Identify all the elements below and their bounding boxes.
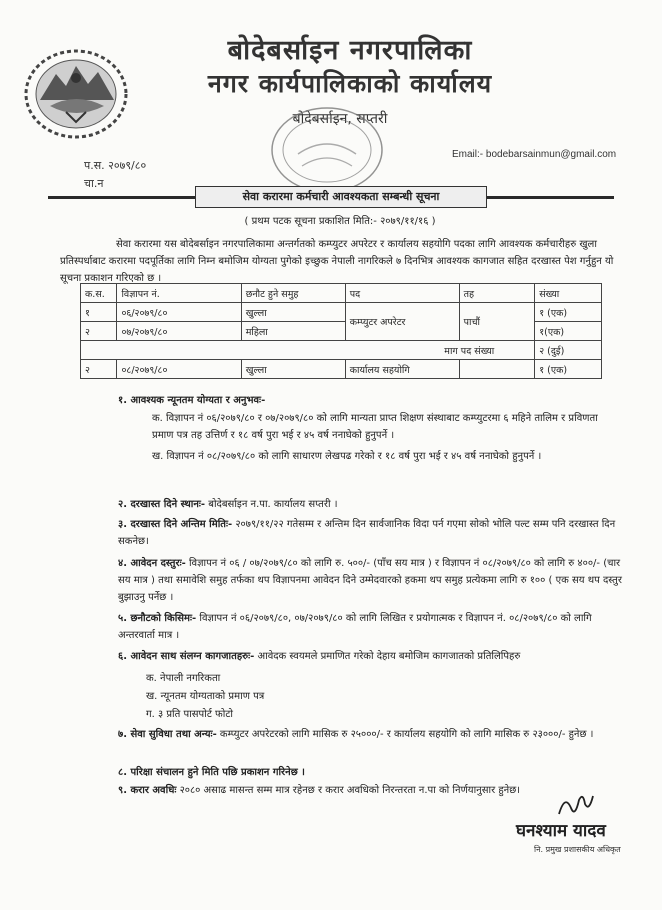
item-label: ३. दरखास्त दिने अन्तिम मितिः- xyxy=(118,519,233,530)
item-deadline xyxy=(118,516,628,550)
requirements-heading: १. आवश्यक न्यूनतम योग्यता र अनुभवः- xyxy=(118,395,266,406)
office-title-line2: नगर कार्यपालिकाको कार्यालय xyxy=(207,69,493,98)
header-count: संख्या xyxy=(535,284,602,303)
table-cell: ०७/२०७९/८० xyxy=(117,322,241,341)
subtotal-label: माग पद संख्या xyxy=(81,341,535,360)
publication-date: ( प्रथम पटक सूचना प्रकाशित मिति:- २०७९/११/१६ ) xyxy=(244,216,436,227)
document-citizenship: क. नेपाली नगरिकता xyxy=(146,673,221,684)
office-email: Email:- bodebarsainmun@gmail.com xyxy=(452,149,617,160)
item-label: ५. छनौटको किसिमः- xyxy=(118,613,197,624)
table-cell: ०६/२०७९/८० xyxy=(117,303,241,322)
table-cell: ०८/२०७९/८० xyxy=(117,360,241,379)
header-group: छनौट हुने समुह xyxy=(241,284,345,303)
signature-icon xyxy=(555,790,595,820)
item-application-fee xyxy=(118,555,628,606)
item-label: ६. आवेदन साथ संलग्न कागजातहरुः- xyxy=(118,651,255,662)
document-photo: ग. ३ प्रति पासपोर्ट फोटो xyxy=(146,709,233,720)
item-documents xyxy=(118,648,628,665)
table-cell: १(एक) xyxy=(535,322,602,341)
item-application-place xyxy=(118,496,618,513)
signer-title: नि. प्रमुख प्रशासकीय अधिकृत xyxy=(534,845,621,854)
item-text: २०८० असाढ मासन्त सम्म मात्र रहेनछ र करार अवधिको निरन्तरता न.पा को निर्णयानुसार हुनेछ। xyxy=(179,785,521,796)
office-stamp-icon xyxy=(268,104,386,196)
table-cell: खुल्ला xyxy=(241,360,345,379)
notice-title: सेवा करारमा कर्मचारी आवश्यकता सम्बन्धी सूचना xyxy=(195,186,487,208)
signer-name: घनश्याम यादव xyxy=(516,821,606,841)
item-text: विज्ञापन नं ०६ / ०७/२०७९/८० को लागि रु. ५००/- (पाँच सय मात्र ) र विज्ञापन नं ०८/२०७९/८० को लागि रु ४००/- (चार सय मात्र ) तथा समावेशि समुह तर्फका थप विज्ञापनमा आवेदन दिने उम्मेदवारको हकमा थप समुह प्रत्येकमा लागि रु १०० ( एक सय थप दस्तुर बुझाउनु पर्नेछ । xyxy=(118,558,622,603)
table-subtotal-row xyxy=(81,341,602,360)
subtotal-value: २ (दुई) xyxy=(535,341,602,360)
table-header-row xyxy=(81,284,602,303)
item-selection-type xyxy=(118,610,628,644)
table-cell: कम्प्युटर अपरेटर xyxy=(345,303,459,341)
item-text: आवेदक स्वयमले प्रमाणित गरेको देहाय बमोजिम कागजातको प्रतिलिपिहरु xyxy=(257,651,521,662)
reference-number: प.स. २०७९/८० xyxy=(84,159,147,172)
office-title-line1: बोदेबर्साइन नगरपालिका xyxy=(227,35,473,66)
table-cell: १ xyxy=(81,303,117,322)
table-cell: १ (एक) xyxy=(535,303,602,322)
office-address: बोदेबर्साइन, सप्तरी xyxy=(292,111,388,127)
table-cell: खुल्ला xyxy=(241,303,345,322)
item-label: ४. आवेदन दस्तुरः- xyxy=(118,558,186,569)
requirement-a: क. विज्ञापन नं ०६/२०७९/८० र ०७/२०७९/८० को लागि मान्यता प्राप्त शिक्षण संस्थाबाट कम्प्युटरमा ६ महिने तालिम र प्रविणता प्रमाण पत्र तह उत्तिर्ण र १८ वर्ष पुरा भई र ४५ वर्ष ननाघेको हुनुपर्ने । xyxy=(152,413,598,441)
table-cell: कार्यालय सहयोगि xyxy=(345,360,459,379)
dispatch-number: चा.न xyxy=(84,177,104,190)
requirement-b: ख. विज्ञापन नं ०८/२०७९/८० को लागि साधारण लेखपढ गरेको र १८ वर्ष पुरा भई र ४५ वर्ष ननाघेको हुनुपर्ने । xyxy=(152,451,542,462)
item-label: ७. सेवा सुविधा तथा अन्यः- xyxy=(118,729,217,740)
header-ad-no: विज्ञापन नं. xyxy=(117,284,241,303)
item-text: बोदेबर्साइन न.पा. कार्यालय सप्तरी । xyxy=(208,499,338,510)
item-label: २. दरखास्त दिने स्थानः- xyxy=(118,499,206,510)
header-sn: क.स. xyxy=(81,284,117,303)
table-row xyxy=(81,360,602,379)
table-cell: २ xyxy=(81,360,117,379)
table-cell: २ xyxy=(81,322,117,341)
item-exam-date: ८. परिक्षा संचालन हुने मिति पछि प्रकाशन गरिनेछ । xyxy=(118,767,305,778)
document-certificate: ख. न्यूनतम योग्यताको प्रमाण पत्र xyxy=(146,691,265,702)
item-salary xyxy=(118,726,628,743)
table-cell: १ (एक) xyxy=(535,360,602,379)
item-text: कम्प्युटर अपरेटरको लागि मासिक रु २५०००/- र कार्यालय सहयोगि को लागि मासिक रु २३०००/- हुनेछ । xyxy=(219,729,594,740)
item-text: विज्ञापन नं ०६/२०७९/८०, ०७/२०७९/८० को लागि लिखित र प्रयोगात्मक र विज्ञापन नं. ०८/२०७९/८० को लागि अन्तरवार्ता मात्र । xyxy=(118,613,592,641)
nepal-emblem-icon xyxy=(22,48,130,140)
header-level: तह xyxy=(459,284,535,303)
notice-intro: सेवा करारमा यस बोदेबर्साइन नगरपालिकामा अन्तर्गतको कम्प्युटर अपरेटर र कार्यालय सहयोगि पदका लागि आवश्यक कर्मचारीहरु खुला प्रतिस्पर्धाबाट करारमा पदपूर्तिका लागि निम्न बमोजिम योग्यता पुगेको इच्छुक नेपाली नागरिकले ७ दिनभित्र आवश्यक कागजात सहित दरखास्त पेश गर्नुहुन यो सूचना प्रकाशन गरिएको छ । xyxy=(60,239,614,284)
item-label: ९. करार अवधिः xyxy=(118,785,177,796)
table-row xyxy=(81,303,602,322)
table-cell: महिला xyxy=(241,322,345,341)
header-post: पद xyxy=(345,284,459,303)
table-cell xyxy=(459,360,535,379)
vacancy-table xyxy=(80,283,602,379)
table-cell: पाचौं xyxy=(459,303,535,341)
item-text: २०७९/११/२२ गतेसम्म र अन्तिम दिन सार्वजानिक विदा पर्न गएमा सोको भोलि पल्ट सम्म पनि दरखास्त दिन सकनेछ। xyxy=(118,519,616,547)
